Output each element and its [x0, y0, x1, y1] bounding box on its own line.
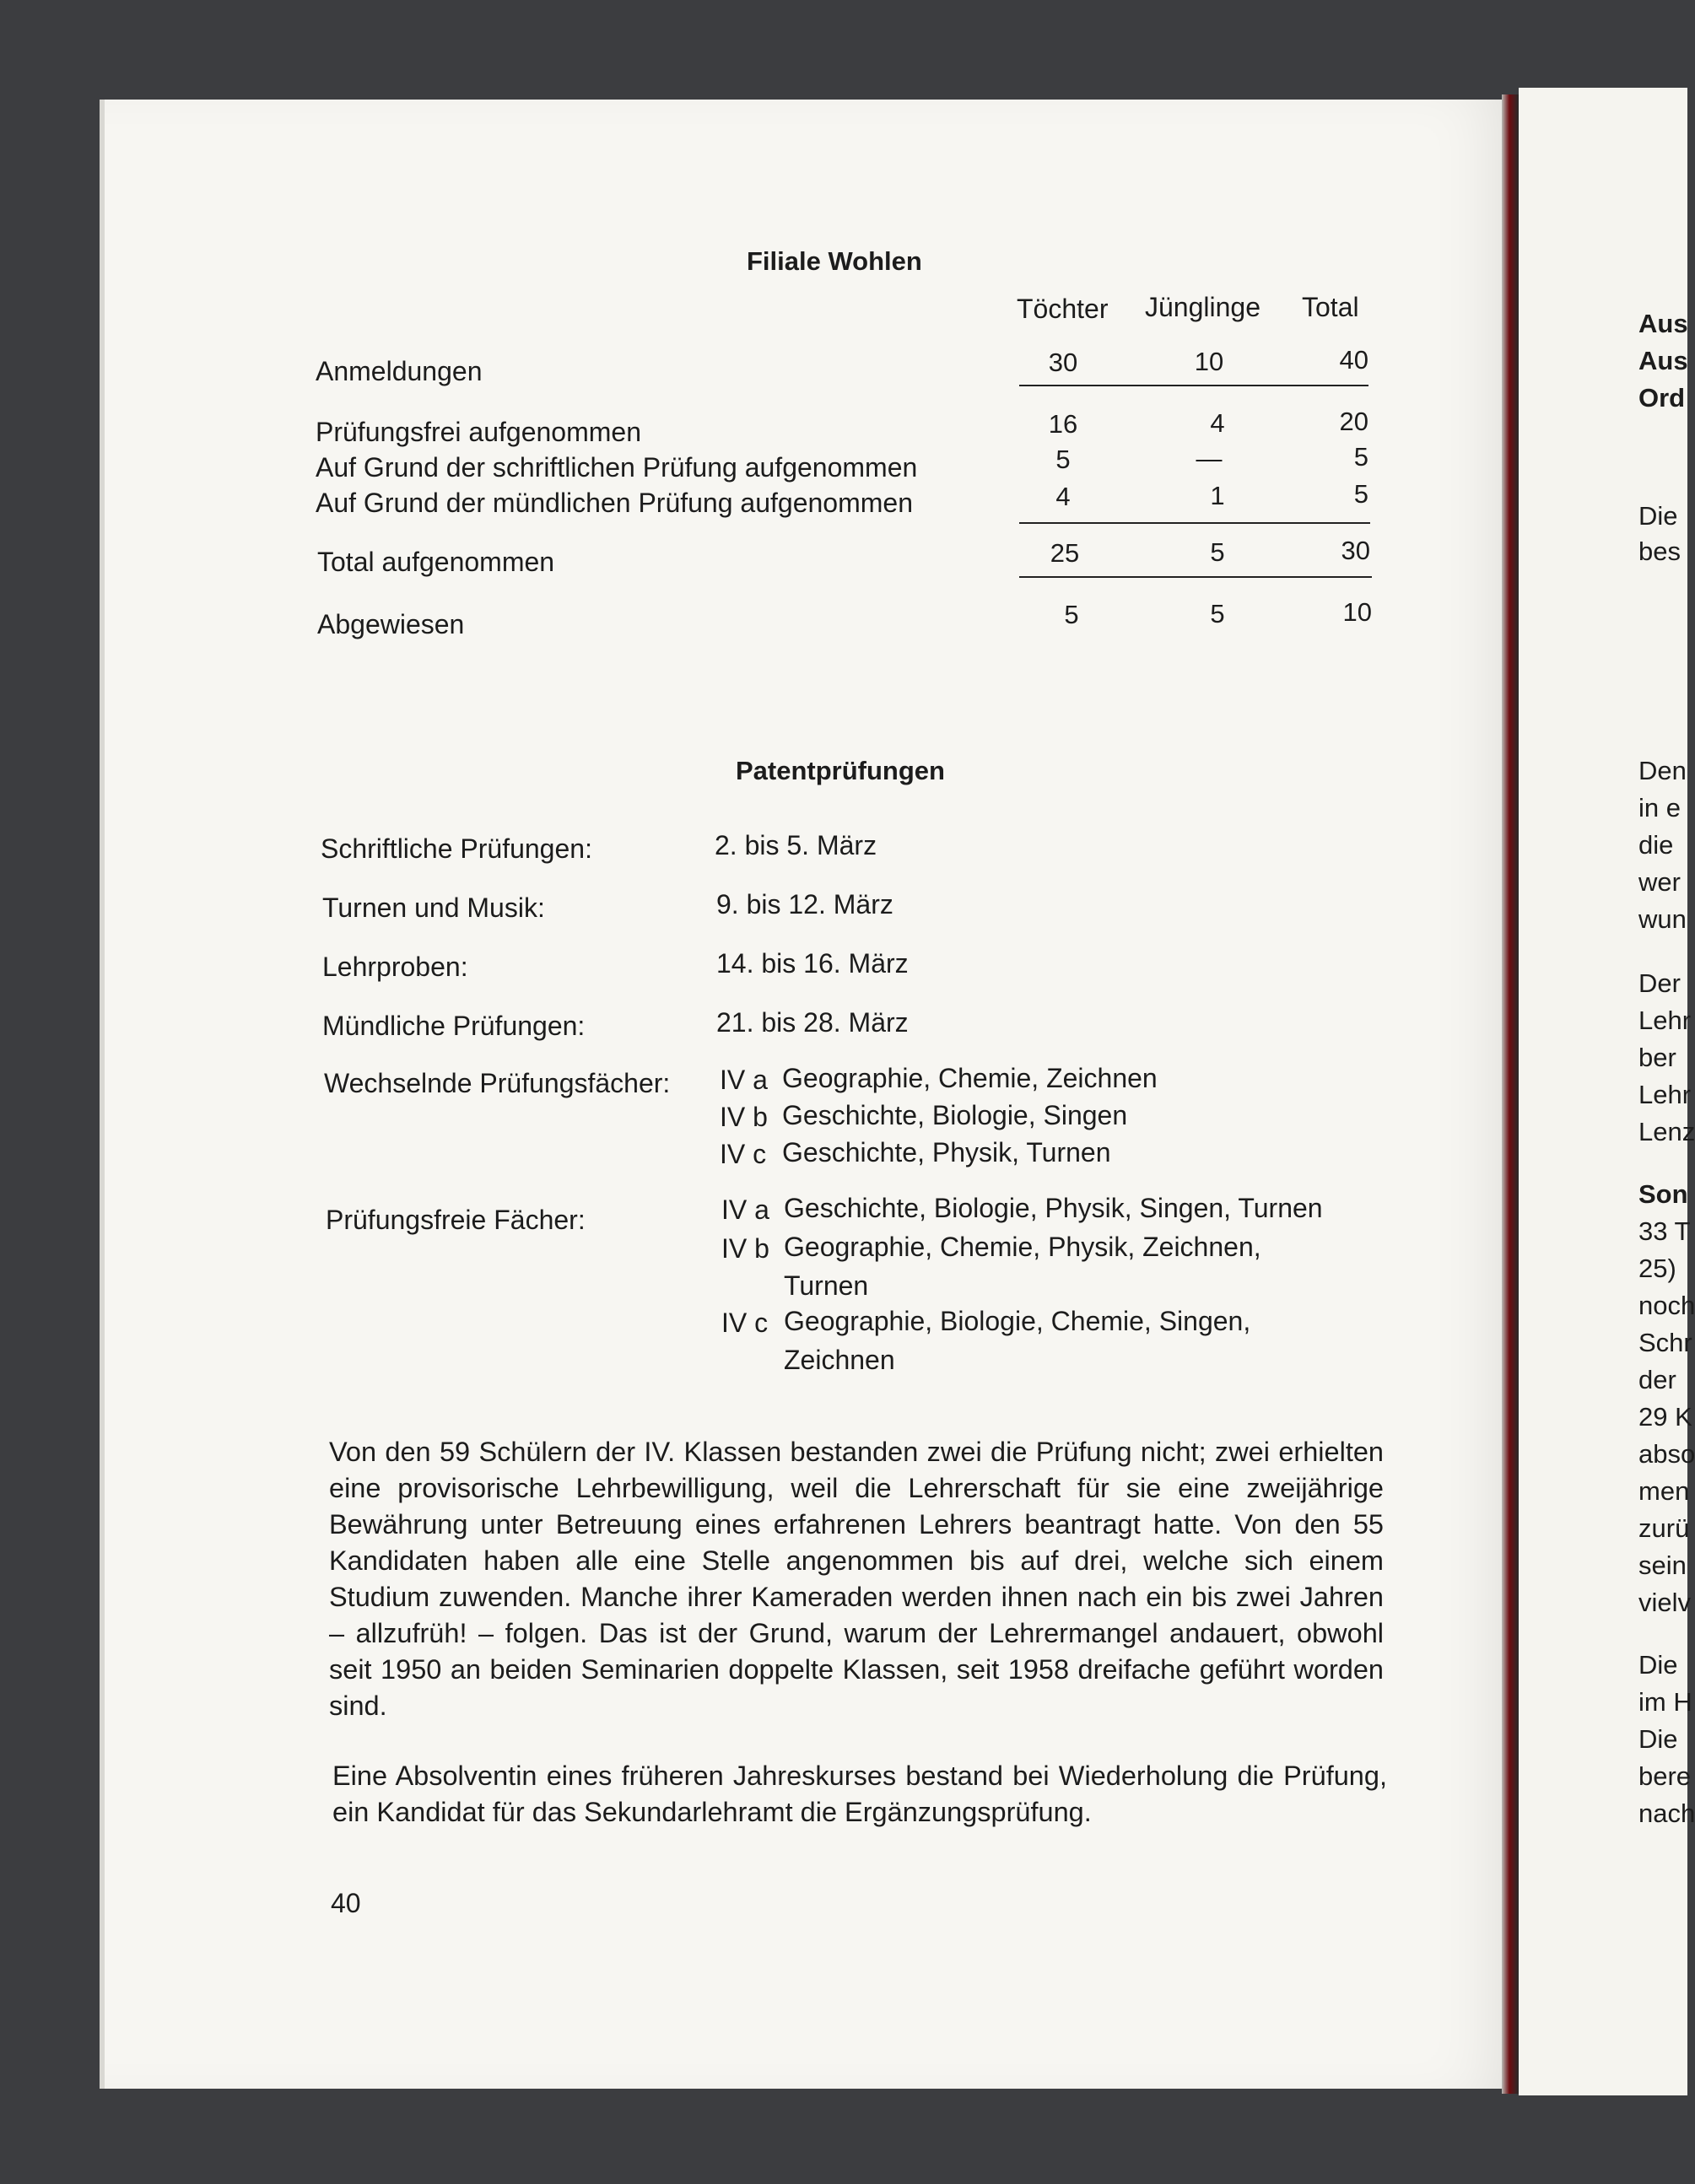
right-page-text: 33 T — [1638, 1216, 1691, 1246]
class-code: IV c — [720, 1139, 767, 1169]
right-page-text: zurü — [1638, 1513, 1690, 1543]
right-page-text: der — [1638, 1365, 1676, 1394]
right-page-text: Schr — [1638, 1328, 1692, 1357]
right-page-text: Die — [1638, 1650, 1678, 1680]
schedule-date: 14. bis 16. März — [716, 948, 909, 979]
page-number: 40 — [331, 1888, 361, 1918]
subject-list-cont: Zeichnen — [784, 1345, 895, 1375]
schedule-date: 2. bis 5. März — [715, 830, 877, 860]
cell: — — [1196, 444, 1223, 473]
right-page-text: wun — [1638, 904, 1687, 934]
subject-list: Geographie, Chemie, Physik, Zeichnen, — [784, 1232, 1261, 1262]
cell: 1 — [1210, 481, 1225, 510]
row-label: Total aufgenommen — [317, 547, 555, 577]
right-page-text: vielv — [1638, 1588, 1692, 1617]
subject-list: Geographie, Chemie, Zeichnen — [782, 1063, 1158, 1093]
subject-list: Geschichte, Physik, Turnen — [782, 1137, 1111, 1167]
schedule-label: Turnen und Musik: — [322, 892, 545, 923]
schedule-date: 21. bis 28. März — [716, 1007, 909, 1038]
body-paragraph: Von den 59 Schülern der IV. Klassen bestanden zwei die Prüfung nicht; zwei erhielten eine provisorische Lehrbewilligung, weil die Lehrerschaft für sie eine zweijährige Bewährung unter Betreuung eines erfahrenen Lehrers beantragt hatte. Von den 55 Kandidaten haben alle eine Stelle angenommen bis auf drei, welche sich einem Studium zuwenden. Manche ihrer Kameraden werden ihnen nach ein bis zwei Jahren – allzufrüh! – folgen. Das ist der Grund, warum der Lehrermangel andauert, obwohl seit 1950 an beiden Seminarien doppelte Klassen, seit 1958 dreifache geführt worden sind. — [329, 1437, 1384, 1721]
right-page-text: Son — [1638, 1179, 1688, 1209]
right-page-text: Die — [1638, 1724, 1678, 1754]
right-page-text: im H — [1638, 1687, 1692, 1717]
row-label: Abgewiesen — [317, 609, 465, 639]
right-page-text: Ord — [1638, 383, 1686, 413]
class-code: IV a — [721, 1194, 769, 1225]
cell: 20 — [1339, 407, 1368, 436]
right-page-text: 29 K — [1638, 1402, 1692, 1432]
cell: 5 — [1210, 537, 1225, 567]
cell: 5 — [1353, 479, 1368, 509]
cell: 4 — [1055, 482, 1071, 511]
subject-list: Geschichte, Biologie, Singen — [782, 1100, 1128, 1130]
class-code: IV b — [720, 1102, 768, 1132]
subject-list: Geographie, Biologie, Chemie, Singen, — [784, 1306, 1251, 1336]
right-page-text: wer — [1638, 867, 1681, 897]
cell: 5 — [1064, 600, 1079, 629]
col-header-juenglinge: Jünglinge — [1145, 292, 1260, 322]
right-page-text: Aus — [1638, 309, 1688, 338]
row-label: Auf Grund der mündlichen Prüfung aufgenommen — [316, 488, 913, 518]
cell: 25 — [1050, 538, 1080, 568]
right-page-text: Den — [1638, 756, 1687, 785]
body-paragraph: Eine Absolventin eines früheren Jahreskurses bestand bei Wiederholung die Prüfung, ein Kandidat für das Sekundarlehramt die Ergänzungsprüfung. — [332, 1761, 1387, 1827]
right-page-text: sein — [1638, 1550, 1687, 1580]
cell: 5 — [1055, 445, 1071, 474]
right-page-text: Der — [1638, 968, 1681, 998]
right-page-text: nach — [1638, 1798, 1695, 1828]
cell: 5 — [1210, 599, 1225, 628]
table-rule — [1019, 385, 1368, 386]
wechselnd-label: Wechselnde Prüfungsfächer: — [324, 1068, 671, 1098]
row-label: Prüfungsfrei aufgenommen — [316, 417, 641, 447]
cell: 30 — [1341, 536, 1370, 565]
schedule-label: Lehrproben: — [322, 952, 468, 982]
schedule-date: 9. bis 12. März — [716, 889, 893, 919]
col-header-total: Total — [1302, 292, 1359, 322]
right-page-text: die — [1638, 830, 1674, 860]
right-page-text: ber — [1638, 1043, 1676, 1072]
table-rule — [1019, 522, 1370, 524]
cell: 40 — [1339, 345, 1368, 375]
right-page-text: Aus — [1638, 346, 1688, 375]
filiale-title: Filiale Wohlen — [747, 246, 922, 276]
subject-list: Geschichte, Biologie, Physik, Singen, Turnen — [784, 1193, 1323, 1223]
right-page-text: abso — [1638, 1439, 1695, 1469]
class-code: IV a — [720, 1065, 768, 1095]
class-code: IV c — [721, 1308, 769, 1338]
schedule-label: Mündliche Prüfungen: — [322, 1011, 586, 1041]
right-page-text: Lenz — [1638, 1117, 1695, 1146]
table-rule — [1019, 576, 1372, 578]
right-page-text: noch — [1638, 1291, 1695, 1320]
right-page-text: Die — [1638, 501, 1678, 531]
patent-title: Patentprüfungen — [736, 756, 945, 785]
right-page-text: bes — [1638, 537, 1681, 566]
row-label: Anmeldungen — [316, 356, 483, 386]
cell: 30 — [1048, 348, 1078, 377]
cell: 10 — [1342, 597, 1372, 627]
cell: 10 — [1194, 347, 1224, 376]
class-code: IV b — [721, 1233, 769, 1264]
cell: 5 — [1353, 442, 1368, 472]
right-page-text: men — [1638, 1476, 1690, 1506]
right-page-text: in e — [1638, 793, 1681, 822]
right-page-text: 25) — [1638, 1254, 1676, 1283]
subject-list-cont: Turnen — [784, 1270, 869, 1301]
row-label: Auf Grund der schriftlichen Prüfung aufgenommen — [316, 452, 918, 483]
right-page-text: Lehr — [1638, 1006, 1692, 1035]
book-gutter — [1502, 94, 1519, 2094]
cell: 16 — [1048, 409, 1078, 439]
cell: 4 — [1210, 408, 1225, 438]
col-header-toechter: Töchter — [1017, 294, 1109, 324]
right-page-text: bere — [1638, 1761, 1692, 1791]
schedule-label: Schriftliche Prüfungen: — [321, 833, 592, 864]
frei-label: Prüfungsfreie Fächer: — [326, 1205, 586, 1235]
right-page-text: Lehr — [1638, 1080, 1692, 1109]
